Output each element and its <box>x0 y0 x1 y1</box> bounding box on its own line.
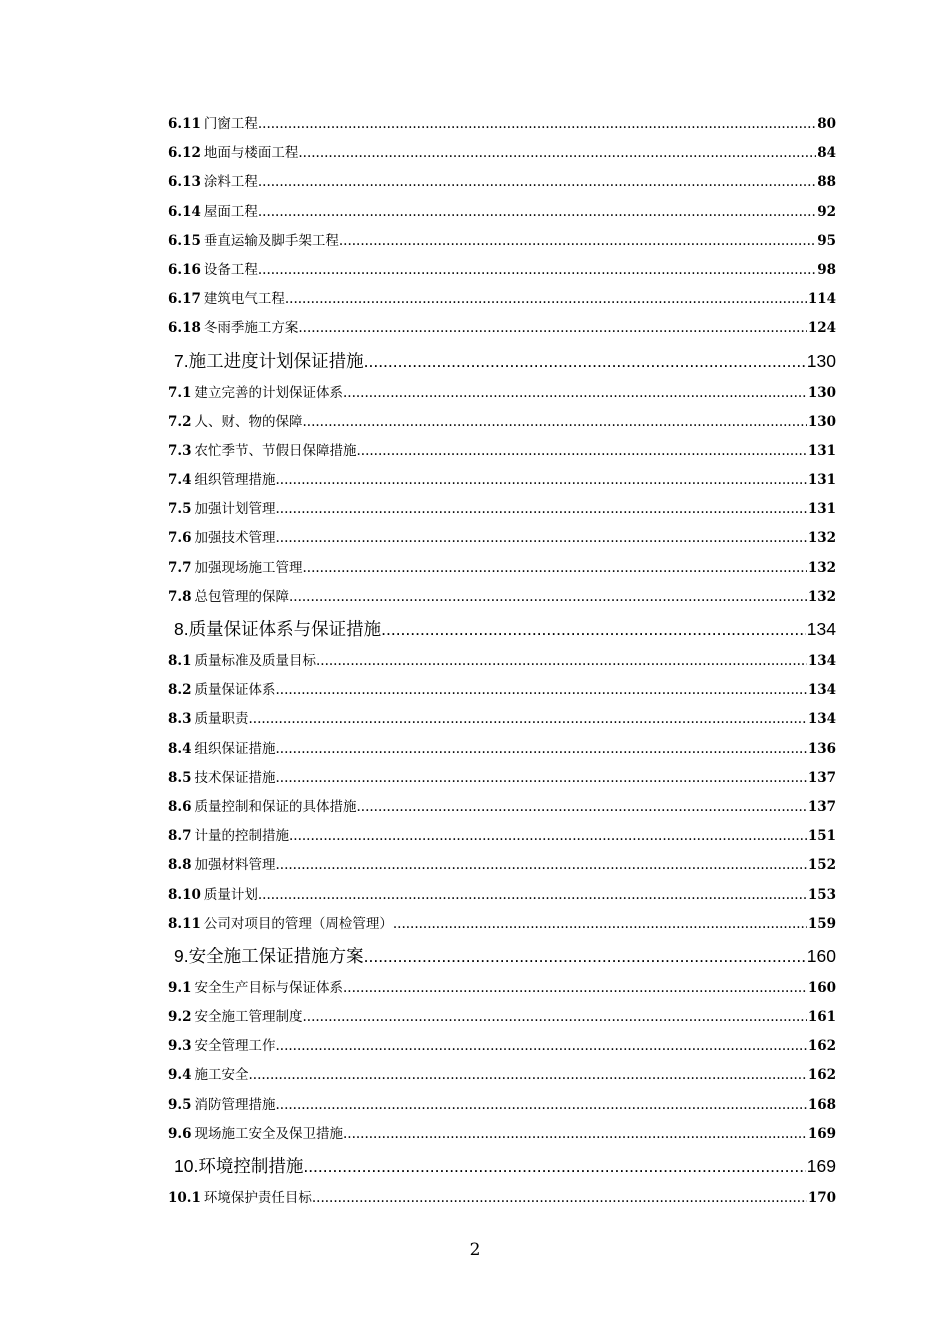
toc-entry[interactable] <box>168 379 836 408</box>
toc-entry-number: 8.10 <box>168 886 201 903</box>
toc-entry-page: 95 <box>817 232 836 249</box>
toc-entry[interactable] <box>168 764 836 793</box>
toc-entry-number: 8. <box>174 619 189 639</box>
toc-entry-title: 加强现场施工管理 <box>194 559 303 576</box>
toc-dot-leader <box>276 851 807 880</box>
toc-entry-page: 131 <box>807 472 836 489</box>
toc-dot-leader <box>276 764 807 793</box>
toc-entry-page: 162 <box>807 1038 836 1055</box>
toc-entry-number: 7.8 <box>168 588 192 605</box>
toc-entry-page: 130 <box>807 384 836 401</box>
toc-dot-leader <box>339 227 816 256</box>
toc-entry[interactable] <box>168 285 836 314</box>
toc-entry-number: 10. <box>174 1156 199 1176</box>
toc-entry-page: 92 <box>817 203 836 220</box>
toc-entry-page: 132 <box>807 530 836 547</box>
toc-dot-leader <box>364 939 806 974</box>
toc-entry[interactable] <box>168 1003 836 1032</box>
toc-dot-leader <box>316 647 807 676</box>
toc-entry-number: 7.2 <box>168 413 192 430</box>
toc-dot-leader <box>276 735 807 764</box>
page-number: 2 <box>469 1240 481 1260</box>
toc-entry-number: 7.4 <box>168 472 192 489</box>
toc-entry[interactable] <box>168 466 836 495</box>
toc-entry-page: 131 <box>807 501 836 518</box>
toc-entry-page: 168 <box>807 1096 836 1113</box>
toc-entry-number: 7. <box>174 350 189 371</box>
toc-entry-page: 169 <box>807 1125 836 1142</box>
toc-entry-title: 地面与楼面工程 <box>203 145 299 162</box>
toc-entry-number: 8.6 <box>168 798 192 815</box>
toc-entry-number: 8.11 <box>168 915 201 932</box>
toc-dot-leader <box>312 1184 807 1213</box>
toc-dot-leader <box>343 1120 807 1149</box>
toc-entry[interactable] <box>168 256 836 285</box>
toc-entry-number: 7.1 <box>168 384 192 401</box>
toc-entry[interactable] <box>168 198 836 227</box>
toc-entry-title: 现场施工安全及保卫措施 <box>194 1125 343 1142</box>
toc-dot-leader <box>298 314 806 343</box>
toc-entry-page: 134 <box>807 653 836 669</box>
toc-entry-number: 9.5 <box>168 1096 192 1113</box>
toc-entry-number: 9.3 <box>168 1038 192 1055</box>
toc-entry-number: 7.3 <box>168 442 192 459</box>
toc-entry-title: 建筑电气工程 <box>203 291 285 308</box>
toc-dot-leader <box>258 110 816 139</box>
toc-entry-title: 组织保证措施 <box>194 740 276 757</box>
toc-section-entry[interactable] <box>168 1149 836 1184</box>
toc-entry[interactable] <box>168 227 836 256</box>
toc-dot-leader <box>289 583 807 612</box>
toc-entry-number: 9.1 <box>168 979 192 996</box>
toc-entry[interactable] <box>168 495 836 524</box>
toc-entry-number: 6.11 <box>168 116 201 132</box>
toc-entry-number: 7.6 <box>168 530 192 547</box>
toc-entry-title: 消防管理措施 <box>194 1096 276 1113</box>
toc-entry[interactable] <box>168 1091 836 1120</box>
toc-entry-title: 门窗工程 <box>203 116 258 132</box>
toc-section-entry[interactable] <box>168 939 836 974</box>
toc-entry-page: 114 <box>807 291 836 308</box>
toc-entry-number: 7.7 <box>168 559 192 576</box>
toc-entry[interactable] <box>168 1032 836 1061</box>
toc-entry-title: 安全管理工作 <box>194 1038 276 1055</box>
toc-entry-page: 151 <box>807 828 836 845</box>
toc-entry-title: 涂料工程 <box>203 174 258 191</box>
toc-entry-title: 质量控制和保证的具体措施 <box>194 798 357 815</box>
toc-dot-leader <box>303 408 807 437</box>
toc-entry[interactable] <box>168 851 836 880</box>
toc-entry-page: 84 <box>817 145 836 162</box>
toc-entry-number: 7.5 <box>168 501 192 518</box>
toc-entry-number: 9.6 <box>168 1125 192 1142</box>
toc-entry-page: 136 <box>807 740 836 757</box>
toc-entry-number: 9. <box>174 945 189 966</box>
toc-entry-number: 6.15 <box>168 232 201 249</box>
toc-entry-number: 8.7 <box>168 828 192 845</box>
toc-entry-title: 质量保证体系 <box>194 682 276 699</box>
toc-dot-leader <box>258 881 807 910</box>
toc-entry-number: 6.12 <box>168 145 201 162</box>
toc-entry-title: 安全施工保证措施方案 <box>188 945 364 966</box>
toc-entry-number: 8.8 <box>168 857 192 874</box>
toc-entry-number: 9.2 <box>168 1009 192 1026</box>
toc-entry-number: 6.17 <box>168 291 201 308</box>
toc-entry-page: 132 <box>807 559 836 576</box>
toc-entry[interactable] <box>168 1120 836 1149</box>
table-of-contents <box>168 110 836 1213</box>
toc-dot-leader <box>343 379 807 408</box>
toc-dot-leader <box>303 1003 807 1032</box>
toc-entry-page: 130 <box>807 413 836 430</box>
toc-entry-title: 环境控制措施 <box>198 1156 304 1176</box>
toc-entry-title: 技术保证措施 <box>194 769 276 786</box>
toc-entry-title: 安全施工管理制度 <box>194 1009 303 1026</box>
toc-entry-page: 98 <box>817 261 836 278</box>
toc-dot-leader <box>276 495 807 524</box>
toc-entry-title: 组织管理措施 <box>194 472 276 489</box>
toc-dot-leader <box>276 466 807 495</box>
toc-dot-leader <box>276 1032 807 1061</box>
toc-entry[interactable] <box>168 408 836 437</box>
toc-entry[interactable] <box>168 822 836 851</box>
toc-dot-leader <box>258 198 816 227</box>
toc-entry[interactable] <box>168 735 836 764</box>
toc-entry-page: 137 <box>807 798 836 815</box>
toc-dot-leader <box>249 705 807 734</box>
toc-dot-leader <box>357 793 807 822</box>
toc-dot-leader <box>364 344 806 379</box>
toc-dot-leader <box>285 285 807 314</box>
toc-entry[interactable] <box>168 314 836 343</box>
toc-entry-number: 8.4 <box>168 740 192 757</box>
toc-entry-number: 8.1 <box>168 653 192 669</box>
toc-dot-leader <box>303 554 807 583</box>
toc-dot-leader <box>289 822 807 851</box>
toc-entry[interactable] <box>168 676 836 705</box>
toc-entry-number: 9.4 <box>168 1067 192 1084</box>
toc-entry[interactable] <box>168 524 836 553</box>
toc-entry-number: 6.18 <box>168 320 201 337</box>
toc-entry-page: 159 <box>807 915 836 932</box>
toc-entry-page: 153 <box>807 886 836 903</box>
toc-entry-page: 124 <box>807 320 836 337</box>
toc-entry-page: 80 <box>817 116 836 132</box>
toc-entry[interactable] <box>168 881 836 910</box>
toc-entry-number: 8.2 <box>168 682 192 699</box>
toc-entry[interactable] <box>168 1061 836 1090</box>
toc-dot-leader <box>393 910 807 939</box>
toc-entry-number: 8.3 <box>168 711 192 728</box>
toc-dot-leader <box>303 1149 805 1184</box>
toc-entry-title: 加强材料管理 <box>194 857 276 874</box>
toc-entry-page: 162 <box>807 1067 836 1084</box>
toc-dot-leader <box>357 437 807 466</box>
toc-entry-title: 施工安全 <box>194 1067 249 1084</box>
toc-entry-title: 屋面工程 <box>203 203 258 220</box>
toc-entry-title: 计量的控制措施 <box>194 828 289 845</box>
toc-entry[interactable] <box>168 139 836 168</box>
toc-entry-page: 160 <box>806 945 836 966</box>
toc-entry[interactable] <box>168 1184 836 1213</box>
toc-entry-title: 安全生产目标与保证体系 <box>194 979 343 996</box>
toc-dot-leader <box>276 524 807 553</box>
toc-entry-title: 加强技术管理 <box>194 530 276 547</box>
toc-entry-page: 134 <box>807 711 836 728</box>
toc-dot-leader <box>343 974 807 1003</box>
toc-entry-page: 170 <box>807 1190 836 1206</box>
toc-entry-page: 160 <box>807 979 836 996</box>
toc-dot-leader <box>298 139 816 168</box>
toc-entry-page: 134 <box>807 682 836 699</box>
toc-entry-page: 130 <box>806 350 836 371</box>
toc-entry-title: 施工进度计划保证措施 <box>188 350 364 371</box>
toc-dot-leader <box>276 676 807 705</box>
toc-entry-number: 8.5 <box>168 769 192 786</box>
toc-entry-title: 质量标准及质量目标 <box>194 653 316 669</box>
toc-entry-page: 137 <box>807 769 836 786</box>
toc-entry-title: 农忙季节、节假日保障措施 <box>194 442 357 459</box>
toc-entry-title: 加强计划管理 <box>194 501 276 518</box>
toc-entry-number: 10.1 <box>168 1190 201 1206</box>
toc-entry-title: 公司对项目的管理（周检管理） <box>203 915 393 932</box>
toc-entry[interactable] <box>168 110 836 139</box>
toc-entry[interactable] <box>168 647 836 676</box>
toc-entry-title: 设备工程 <box>203 261 258 278</box>
toc-entry-number: 6.16 <box>168 261 201 278</box>
toc-entry-title: 质量保证体系与保证措施 <box>188 619 382 639</box>
toc-dot-leader <box>249 1061 807 1090</box>
toc-section-entry[interactable] <box>168 344 836 379</box>
toc-entry-page: 169 <box>806 1156 836 1176</box>
toc-entry-title: 质量职责 <box>194 711 249 728</box>
toc-entry[interactable] <box>168 583 836 612</box>
toc-entry-number: 6.13 <box>168 174 201 191</box>
toc-entry[interactable] <box>168 554 836 583</box>
toc-entry-title: 冬雨季施工方案 <box>203 320 299 337</box>
toc-entry-page: 88 <box>817 174 836 191</box>
toc-entry[interactable] <box>168 705 836 734</box>
toc-entry-title: 总包管理的保障 <box>194 588 289 605</box>
toc-entry-number: 6.14 <box>168 203 201 220</box>
toc-entry-title: 建立完善的计划保证体系 <box>194 384 343 401</box>
toc-entry-page: 132 <box>807 588 836 605</box>
toc-entry-title: 环境保护责任目标 <box>203 1190 312 1206</box>
toc-dot-leader <box>381 612 806 647</box>
toc-dot-leader <box>258 256 816 285</box>
toc-entry[interactable] <box>168 974 836 1003</box>
toc-entry[interactable] <box>168 793 836 822</box>
toc-entry-page: 152 <box>807 857 836 874</box>
toc-entry-page: 131 <box>807 442 836 459</box>
toc-entry[interactable] <box>168 168 836 197</box>
toc-dot-leader <box>258 168 816 197</box>
toc-section-entry[interactable] <box>168 612 836 647</box>
toc-entry-title: 质量计划 <box>203 886 258 903</box>
toc-entry[interactable] <box>168 910 836 939</box>
toc-entry-title: 人、财、物的保障 <box>194 413 303 430</box>
toc-entry-page: 161 <box>807 1009 836 1026</box>
toc-entry-page: 134 <box>806 619 836 639</box>
toc-entry[interactable] <box>168 437 836 466</box>
toc-dot-leader <box>276 1091 807 1120</box>
toc-entry-title: 垂直运输及脚手架工程 <box>203 232 339 249</box>
